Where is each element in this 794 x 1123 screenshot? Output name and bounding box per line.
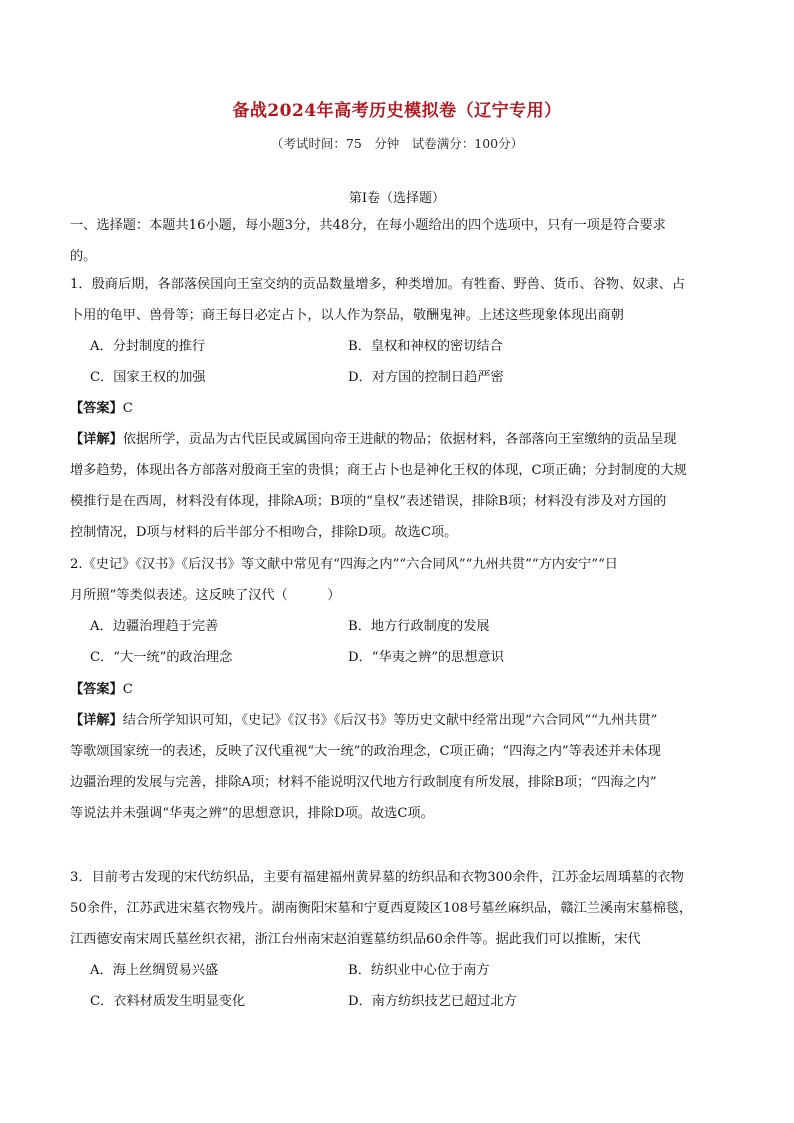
- explanation-line: 增多趋势，体现出各方部落对殷商王室的贵惧；商王占卜也是神化王权的体现，C项正确；分封制度的大规: [70, 463, 687, 478]
- section-instructions: [70, 210, 726, 272]
- question-2-stem: [70, 549, 726, 611]
- option-a[interactable]: A．分封制度的推行: [90, 339, 206, 354]
- explanation-line: 【详解】依据所学，贡品为古代臣民或属国向帝王进献的物品；依据材料，各部落向王室缴纳的贡品呈现: [70, 432, 677, 447]
- stem-line: 2.《史记》《汉书》《后汉书》等文献中常见有“四海之内”“六合同风”“九州共贯”“方内安宁”“日: [70, 557, 618, 572]
- answer-label: 【答案】: [70, 682, 123, 697]
- question-3-options-row-2: [90, 986, 726, 1017]
- question-3-stem: [70, 862, 726, 955]
- question-1-explanation: [70, 424, 726, 548]
- option-b[interactable]: B．地方行政制度的发展: [348, 619, 490, 634]
- option-b[interactable]: B．纺织业中心位于南方: [348, 963, 490, 978]
- explanation-label: 【详解】: [70, 713, 123, 728]
- question-1-answer: [70, 393, 133, 424]
- option-a[interactable]: A．边疆治理趋于完善: [90, 619, 219, 634]
- option-d[interactable]: D．“华夷之辨”的思想意识: [348, 650, 504, 665]
- instruction-line: 一、选择题：本题共16小题，每小题3分，共48分，在每小题给出的四个选项中，只有一项是符合要求: [70, 218, 666, 233]
- explanation-line: 【详解】结合所学知识可知，《史记》《汉书》《后汉书》等历史文献中经常出现“六合同风”“九州共贯”: [70, 713, 658, 728]
- answer-value: C: [122, 682, 133, 697]
- question-1-options-row-2: [90, 362, 726, 393]
- answer-value: C: [122, 401, 133, 416]
- explanation-line: 边疆治理的发展与完善，排除A项；材料不能说明汉代地方行政制度有所发展，排除B项；“四海之内”: [70, 775, 657, 790]
- answer-label: 【答案】: [70, 401, 123, 416]
- question-2-explanation: [70, 705, 726, 829]
- option-c[interactable]: C．国家王权的加强: [90, 370, 206, 385]
- option-b[interactable]: B．皇权和神权的密切结合: [348, 339, 503, 354]
- question-3-options-row-1: [90, 955, 726, 986]
- stem-line: 江西德安南宋周氏墓丝织衣裙，浙江台州南宋赵洎霆墓纺织品60余件等。据此我们可以推断，宋代: [70, 932, 641, 947]
- stem-line: 3．目前考古发现的宋代纺织品，主要有福建福州黄昇墓的纺织品和衣物300余件，江苏金坛周瑀墓的衣物: [70, 870, 684, 885]
- exam-info: （考试时间：75 分钟 试卷满分：100分）: [270, 136, 524, 151]
- option-a[interactable]: A．海上丝绸贸易兴盛: [90, 963, 219, 978]
- section-title: 第Ⅰ卷（选择题）: [348, 191, 446, 206]
- option-d[interactable]: D．对方国的控制日趋严密: [348, 370, 504, 385]
- explanation-line: 等说法并未强调“华夷之辨”的思想意识，排除D项。故选C项。: [70, 806, 434, 821]
- stem-line: 50余件，江苏武进宋墓衣物残片。湖南衡阳宋墓和宁夏西夏陵区108号墓丝麻织品，赣江兰溪南宋墓棉毯，: [70, 901, 693, 916]
- question-2-options-row-2: [90, 642, 726, 673]
- question-2-options-row-1: [90, 611, 726, 642]
- explanation-label: 【详解】: [70, 432, 123, 447]
- explanation-line: 控制情况，D项与材料的后半部分不相吻合，排除D项。故选C项。: [70, 525, 458, 540]
- instruction-line: 的。: [70, 249, 97, 264]
- explanation-line: 模推行是在西周，材料没有体现，排除A项；B项的“皇权”表述错误，排除B项；材料没有涉及对方国的: [70, 494, 667, 509]
- option-d[interactable]: D．南方纺织技艺已超过北方: [348, 994, 517, 1009]
- question-2-answer: [70, 674, 133, 705]
- page-title: 备战2024年高考历史模拟卷（辽宁专用）: [232, 101, 562, 121]
- stem-line: 1．殷商后期，各部落侯国向王室交纳的贡品数量增多，种类增加。有牲畜、野兽、货币、谷物、奴隶、占: [70, 277, 686, 292]
- question-1-options-row-1: [90, 331, 726, 362]
- stem-line: 月所照”等类似表述。这反映了汉代（ ）: [70, 588, 341, 603]
- question-1-stem: [70, 269, 726, 331]
- stem-line: 卜用的龟甲、兽骨等；商王每日必定占卜，以人作为祭品，敬酬鬼神。上述这些现象体现出商朝: [70, 308, 624, 323]
- option-c[interactable]: C．衣料材质发生明显变化: [90, 994, 246, 1009]
- option-c[interactable]: C．“大一统”的政治理念: [90, 650, 233, 665]
- explanation-line: 等歌颂国家统一的表述，反映了汉代重视“大一统”的政治理念，C项正确；“四海之内”等表述并未体现: [70, 744, 661, 759]
